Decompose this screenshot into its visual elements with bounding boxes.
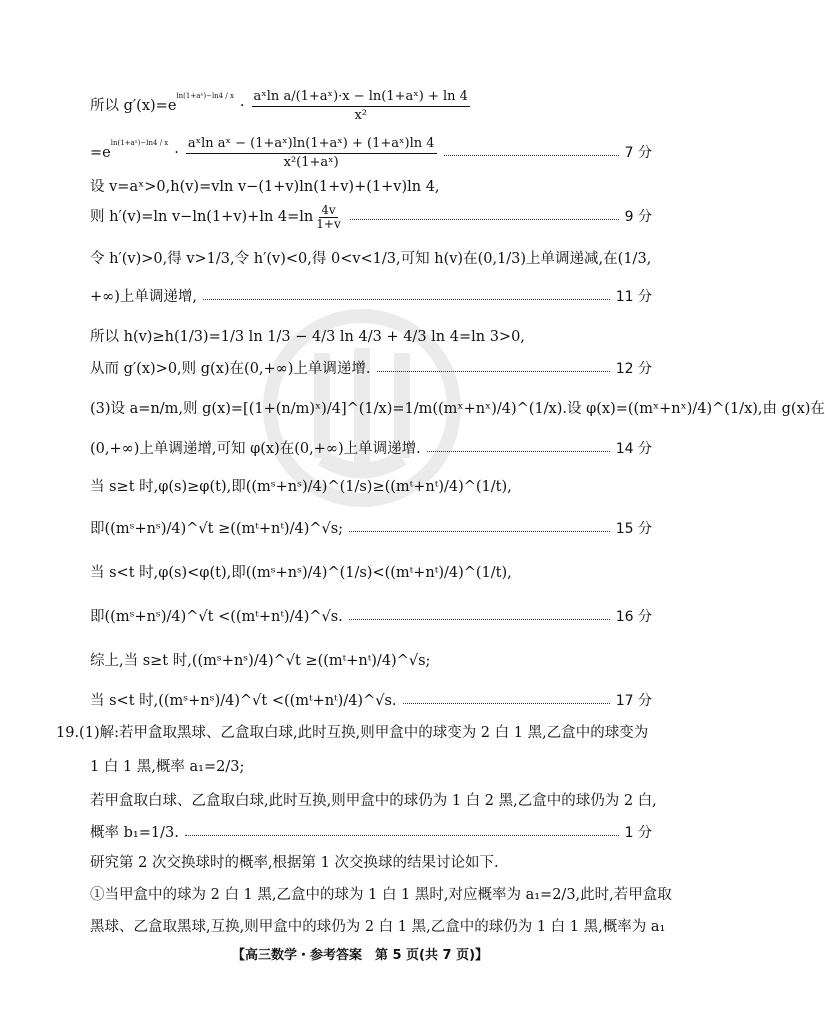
line-4 <box>90 200 652 234</box>
line-21 <box>90 852 652 874</box>
leader-dots <box>349 619 610 620</box>
line-2-prefix: =e <box>90 145 111 161</box>
page-footer: 【高三数学・参考答案 第 5 页(共 7 页)】 <box>231 948 489 963</box>
line-4-text: 则 h′(v)=ln v−ln(1+v)+ln 4=ln <box>90 209 314 225</box>
leader-dots <box>349 531 610 532</box>
line-12 <box>90 518 652 540</box>
score-9: 9 分 <box>624 209 652 225</box>
score-1: 1 分 <box>624 825 652 841</box>
line-9 <box>90 398 825 420</box>
line-11-text: 当 s≥t 时,φ(s)≥φ(t),即((mˢ+nˢ)/4)^(1/s)≥((mᵗ+nᵗ)/4)^(1/t), <box>90 479 512 495</box>
leader-dots <box>350 219 619 220</box>
score-17: 17 分 <box>615 693 652 709</box>
line-4-numerator: 4v <box>321 202 336 217</box>
leader-dots <box>403 703 610 704</box>
line-12-text: 即((mˢ+nˢ)/4)^√t ≥((mᵗ+nᵗ)/4)^√s; <box>90 521 344 537</box>
line-10-text: (0,+∞)上单调递增,可知 φ(x)在(0,+∞)上单调递增. <box>90 441 421 457</box>
line-1-exponent: ln(1+aˣ)−ln4 / x <box>176 92 234 100</box>
leader-dots <box>185 835 619 836</box>
line-14-text: 即((mˢ+nˢ)/4)^√t <((mᵗ+nᵗ)/4)^√s. <box>90 609 343 625</box>
line-17 <box>56 722 652 744</box>
line-1: 所以 g′(x)=e ln(1+aˣ)−ln4 / x · $\frac{\text{aˣln a/(1+aˣ)·x − ln(1+aˣ) + ln 4}}{\text{x²}}$ <box>90 86 652 126</box>
line-10 <box>90 438 652 460</box>
line-6-text: +∞)上单调递增, <box>90 289 197 305</box>
line-8-text: 从而 g′(x)>0,则 g(x)在(0,+∞)上单调递增. <box>90 361 371 377</box>
line-11 <box>90 476 652 498</box>
line-3-text: 设 v=aˣ>0,h(v)=vln v−(1+v)ln(1+v)+(1+v)ln 4, <box>90 179 440 195</box>
line-7 <box>90 326 652 348</box>
line-8 <box>90 358 652 380</box>
line-23-text: 黑球、乙盒取黑球,互换,则甲盒中的球仍为 2 白 1 黑,乙盒中的球仍为 1 白 1 黑,概率为 a₁ <box>90 919 666 935</box>
line-21-text: 研究第 2 次交换球时的概率,根据第 1 次交换球的结果讨论如下. <box>90 855 499 871</box>
line-23 <box>90 916 666 938</box>
leader-dots <box>444 155 619 156</box>
line-2: =e ln(1+aˣ)−ln4 / x · $\frac{\text{aˣln aˣ − (1+aˣ)ln(1+aˣ) + (1+aˣ)ln 4}}{\text{x²(1+aˣ)}}$ 7 分 <box>90 133 652 173</box>
score-16: 16 分 <box>615 609 652 625</box>
line-16-text: 当 s<t 时,((mˢ+nˢ)/4)^√t <((mᵗ+nᵗ)/4)^√s. <box>90 693 397 709</box>
line-2-fraction <box>186 135 437 172</box>
line-2-exponent: ln(1+aˣ)−ln4 / x <box>110 139 169 147</box>
line-13 <box>90 562 652 584</box>
line-4-fraction <box>314 204 342 231</box>
line-7-text: 所以 h(v)≥h(1/3)=1/3 ln 1/3 − 4/3 ln 4/3 + 4/3 ln 4=ln 3>0, <box>90 329 525 345</box>
line-5 <box>90 248 652 270</box>
line-1-prefix: 所以 g′(x)=e <box>90 98 177 114</box>
line-2-denominator: x²(1+aˣ) <box>283 154 339 170</box>
leader-dots <box>377 371 610 372</box>
line-15 <box>90 650 652 672</box>
score-11: 11 分 <box>615 289 652 305</box>
line-4-denominator: 1+v <box>316 216 341 231</box>
line-19-text: 若甲盒取白球、乙盒取白球,此时互换,则甲盒中的球仍为 1 白 2 黑,乙盒中的球仍为 2 白, <box>90 793 657 809</box>
leader-dots <box>427 451 610 452</box>
line-2-numerator: aˣln aˣ − (1+aˣ)ln(1+aˣ) + (1+aˣ)ln 4 <box>186 135 437 154</box>
line-6 <box>90 286 652 308</box>
line-5-text: 令 h′(v)>0,得 v>1/3,令 h′(v)<0,得 0<v<1/3,可知 h(v)在(0,1/3)上单调递减,在(1/3, <box>90 251 652 267</box>
line-3 <box>90 176 652 198</box>
line-16 <box>90 690 652 712</box>
line-1-denominator: x² <box>354 107 367 123</box>
line-20 <box>90 822 652 844</box>
line-13-text: 当 s<t 时,φ(s)<φ(t),即((mˢ+nˢ)/4)^(1/s)<((mᵗ+nᵗ)/4)^(1/t), <box>90 565 512 581</box>
score-7: 7 分 <box>624 145 652 161</box>
line-14 <box>90 606 652 628</box>
line-20-text: 概率 b₁=1/3. <box>90 825 179 841</box>
score-15: 15 分 <box>615 521 652 537</box>
score-14: 14 分 <box>615 441 652 457</box>
score-12: 12 分 <box>615 361 652 377</box>
line-18-text: 1 白 1 黑,概率 a₁=2/3; <box>90 759 245 775</box>
line-18 <box>90 756 652 778</box>
line-1-fraction <box>252 88 470 125</box>
line-1-numerator: aˣln a/(1+aˣ)·x − ln(1+aˣ) + ln 4 <box>252 88 470 107</box>
line-22-text: ①当甲盒中的球为 2 白 1 黑,乙盒中的球为 1 白 1 黑时,对应概率为 a₁=2/3,此时,若甲盒取 <box>90 887 672 903</box>
line-17-text: 19.(1)解:若甲盒取黑球、乙盒取白球,此时互换,则甲盒中的球变为 2 白 1 黑,乙盒中的球变为 <box>56 725 649 741</box>
line-19 <box>90 790 657 812</box>
leader-dots <box>203 299 610 300</box>
line-9-text: (3)设 a=n/m,则 g(x)=[(1+(n/m)ˣ)/4]^(1/x)=1/m((mˣ+nˣ)/4)^(1/x).设 φ(x)=((mˣ+nˣ)/4)^(1/x),由 g(x)在 <box>90 401 825 417</box>
line-22 <box>90 884 672 906</box>
line-15-text: 综上,当 s≥t 时,((mˢ+nˢ)/4)^√t ≥((mᵗ+nᵗ)/4)^√s; <box>90 653 431 669</box>
